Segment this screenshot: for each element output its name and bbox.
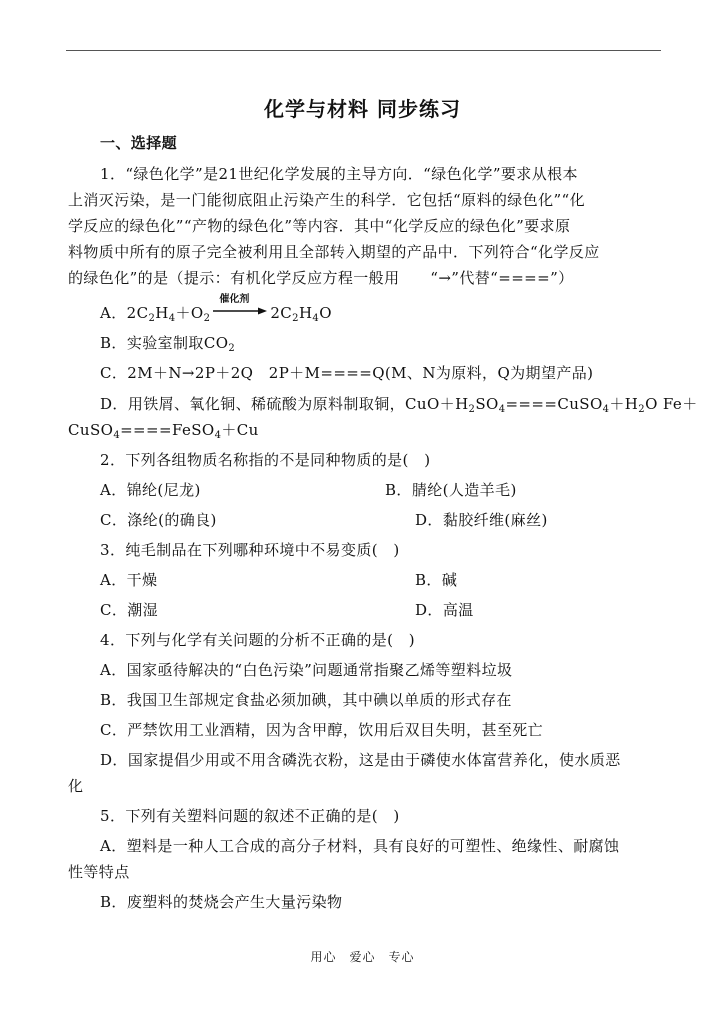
q2-option-a: A．锦纶(尼龙) xyxy=(100,481,201,499)
q3-option-d: D．高温 xyxy=(415,601,474,619)
q3-option-b: B．碱 xyxy=(415,571,458,589)
page-footer: 用心 爱心 专心 xyxy=(310,950,415,964)
q5-option-a-line-1: A．塑料是一种人工合成的高分子材料，具有良好的可塑性、绝缘性、耐腐蚀 xyxy=(100,837,620,855)
q1-option-a: A．$2C_2H_4+O_2$ 催化剂 $2C_2H_4O$ xyxy=(100,294,332,324)
q3-stem: 3．纯毛制品在下列哪种环境中不易变质( ) xyxy=(100,541,400,559)
q5-stem: 5．下列有关塑料问题的叙述不正确的是( ) xyxy=(100,807,400,825)
q1-option-d-line-2: CuSO$_4$====FeSO$_4$＋Cu xyxy=(68,421,259,441)
q1-stem-line-5: 的绿色化”的是（提示：有机化学反应方程一般用 “→”代替“====”） xyxy=(68,269,574,287)
q2-option-c: C．涤纶(的确良) xyxy=(100,511,217,529)
page-title: 化学与材料 同步练习 xyxy=(264,97,461,121)
catalyst-arrow: 催化剂 xyxy=(213,304,267,318)
q5-option-b: B．废塑料的焚烧会产生大量污染物 xyxy=(100,893,343,911)
q3-option-c: C．潮湿 xyxy=(100,601,159,619)
q1-stem-line-1: 1．“绿色化学”是21世纪化学发展的主导方向．“绿色化学”要求从根本 xyxy=(100,165,578,183)
q4-option-b: B．我国卫生部规定食盐必须加碘，其中碘以单质的形式存在 xyxy=(100,691,512,709)
q1-stem-line-4: 料物质中所有的原子完全被利用且全部转入期望的产品中．下列符合“化学反应 xyxy=(68,243,600,261)
q1-stem-line-3: 学反应的绿色化”“产物的绿色化”等内容．其中“化学反应的绿色化”要求原 xyxy=(68,217,571,235)
q4-stem: 4．下列与化学有关问题的分析不正确的是( ) xyxy=(100,631,416,649)
header-rule xyxy=(66,50,661,51)
q3-option-a: A．干燥 xyxy=(100,571,158,589)
q5-option-a-line-2: 性等特点 xyxy=(68,863,130,881)
q2-option-d: D．黏胶纤维(麻丝) xyxy=(415,511,548,529)
q1-stem-line-2: 上消灭污染，是一门能彻底阻止污染产生的科学．它包括“原料的绿色化”“化 xyxy=(68,191,586,209)
q1-option-d-line-1: D．用铁屑、氧化铜、稀硫酸为原料制取铜，$CuO+H_2SO_4====CuSO_4+H_2O$ Fe＋ xyxy=(100,395,698,415)
q4-option-c: C．严禁饮用工业酒精，因为含甲醇，饮用后双目失明，甚至死亡 xyxy=(100,721,544,739)
q1-option-c: C．2M＋N→2P＋2Q 2P＋M====Q(M、N为原料，Q为期望产品) xyxy=(100,364,594,382)
q4-option-a: A．国家亟待解决的“白色污染”问题通常指聚乙烯等塑料垃圾 xyxy=(100,661,513,679)
section-heading: 一、选择题 xyxy=(100,134,178,152)
q4-option-d-line-2: 化 xyxy=(68,777,84,795)
q2-option-b: B．腈纶(人造羊毛) xyxy=(385,481,517,499)
q1-option-b: B．实验室制取$CO_2$ xyxy=(100,334,236,354)
q2-stem: 2．下列各组物质名称指的不是同种物质的是( ) xyxy=(100,451,431,469)
q4-option-d-line-1: D．国家提倡少用或不用含磷洗衣粉，这是由于磷使水体富营养化，使水质恶 xyxy=(100,751,621,769)
